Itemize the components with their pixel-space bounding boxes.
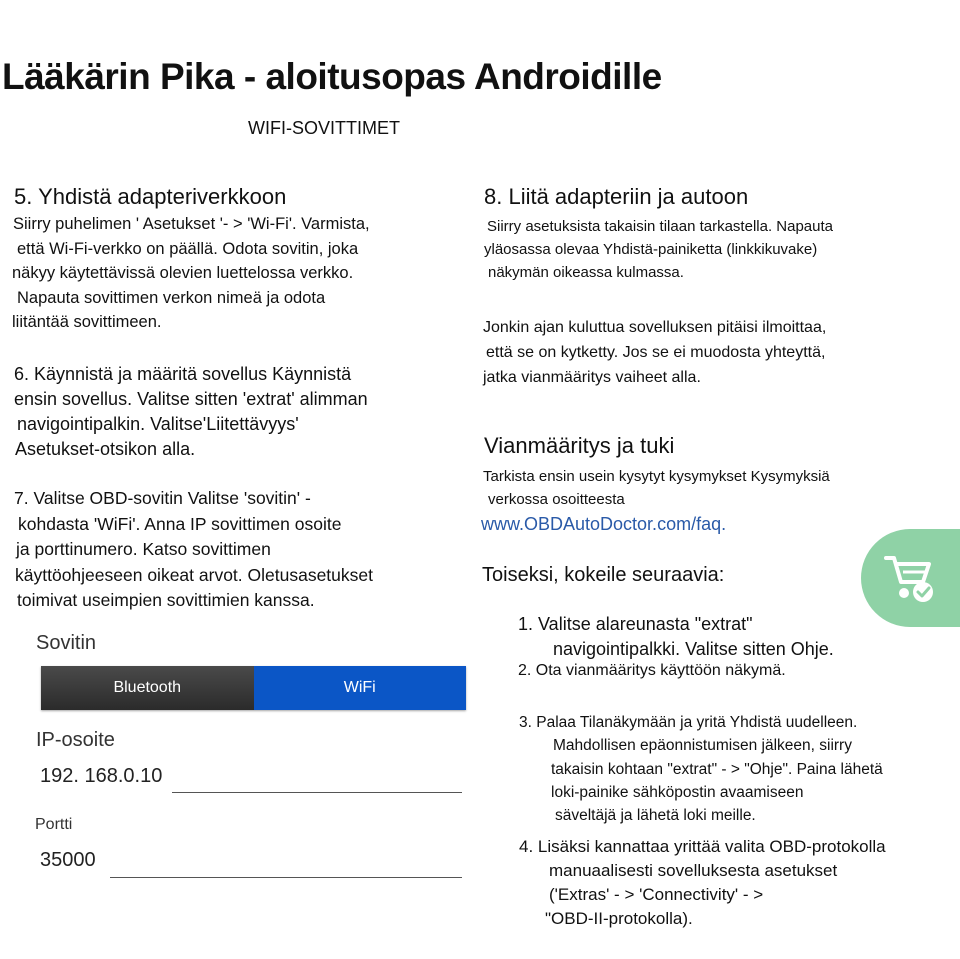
bluetooth-option-label: Bluetooth	[113, 679, 182, 696]
step7-body	[14, 486, 373, 614]
step8-line: näkymän oikeassa kulmassa.	[488, 264, 684, 281]
step5-line: liitäntää sovittimeen.	[12, 313, 162, 332]
wifi-option-label: WiFi	[343, 679, 376, 696]
step8-result-line: Jonkin ajan kuluttua sovelluksen pitäisi ilmoittaa,	[483, 319, 827, 336]
ip-label: IP-osoite	[36, 729, 115, 751]
step6-body	[14, 362, 368, 462]
page-subtitle: WIFI-SOVITTIMET	[248, 118, 400, 138]
step8-body	[484, 215, 833, 284]
step7-line: käyttöohjeeseen oikeat arvot. Oletusasetukset	[15, 564, 373, 585]
step8-line: Siirry asetuksista takaisin tilaan tarkastella. Napauta	[487, 218, 833, 235]
step8-result	[483, 315, 826, 390]
step8-result-line: jatka vianmääritys vaiheet alla.	[483, 369, 701, 386]
step5-line: Napauta sovittimen verkon nimeä ja odota	[17, 288, 326, 307]
step5-line: näkyy käytettävissä olevien luettelossa verkko.	[12, 264, 354, 283]
item3-line: säveltäjä ja lähetä loki meille.	[555, 807, 756, 825]
support-line: verkossa osoitteesta	[488, 491, 625, 508]
adapter-label: Sovitin	[36, 632, 97, 654]
page-title: Lääkärin Pika - aloitusopas Androidille	[2, 56, 662, 97]
item1-line: 1. Valitse alareunasta "extrat"	[518, 614, 753, 634]
step5-body	[12, 212, 370, 335]
wifi-option[interactable]	[254, 666, 467, 710]
step5-line: että Wi-Fi-verkko on päällä. Odota sovitin, joka	[17, 239, 359, 258]
item4-line: 4. Lisäksi kannattaa yrittää valita OBD-protokolla	[519, 837, 886, 856]
ip-field-underline	[172, 792, 462, 793]
port-field-underline	[110, 877, 462, 878]
item3-line: Mahdollisen epäonnistumisen jälkeen, siirry	[553, 737, 852, 755]
step7-line: kohdasta 'WiFi'. Anna IP sovittimen osoite	[18, 513, 342, 534]
item4-line: "OBD-II-protokolla).	[545, 909, 693, 928]
step7-line: 7. Valitse OBD-sovitin Valitse 'sovitin' -	[14, 488, 311, 508]
support-heading: Vianmääritys ja tuki	[484, 433, 675, 458]
troubleshoot-item-1	[518, 612, 834, 662]
faq-link[interactable]: www.OBDAutoDoctor.com/faq.	[481, 514, 727, 534]
item3-line: takaisin kohtaan "extrat" - > "Ohje". Paina lähetä	[551, 760, 883, 778]
support-body	[483, 465, 830, 511]
bluetooth-option[interactable]	[41, 666, 254, 710]
adapter-segmented-control	[41, 666, 466, 710]
step8-result-line: että se on kytketty. Jos se ei muodosta yhteyttä,	[486, 344, 826, 361]
step6-line: 6. Käynnistä ja määritä sovellus Käynnistä	[14, 364, 352, 384]
ip-field[interactable]: 192. 168.0.10	[40, 765, 163, 787]
item1-line: navigointipalkki. Valitse sitten Ohje.	[553, 639, 834, 659]
item3-line: loki-painike sähköpostin avaamiseen	[551, 783, 804, 801]
step5-line: Siirry puhelimen ' Asetukset '- > 'Wi-Fi'. Varmista,	[13, 215, 370, 233]
troubleshoot-item-2: 2. Ota vianmääritys käyttöön näkymä.	[518, 662, 786, 679]
item4-line: ('Extras' - > 'Connectivity' - >	[549, 885, 764, 904]
step5-heading: 5. Yhdistä adapteriverkkoon	[14, 184, 287, 209]
port-label: Portti	[35, 816, 73, 833]
second-heading: Toiseksi, kokeile seuraavia:	[482, 564, 725, 586]
cart-check-icon	[883, 552, 937, 604]
cart-button[interactable]	[861, 529, 960, 627]
step8-heading: 8. Liitä adapteriin ja autoon	[484, 184, 749, 209]
troubleshoot-item-3	[519, 711, 883, 827]
step6-line: Asetukset-otsikon alla.	[15, 439, 196, 459]
step8-line: yläosassa olevaa Yhdistä-painiketta (linkkikuvake)	[484, 241, 818, 258]
step7-line: toimivat useimpien sovittimien kanssa.	[17, 590, 315, 610]
item4-line: manuaalisesti sovelluksesta asetukset	[549, 861, 838, 880]
support-line: Tarkista ensin usein kysytyt kysymykset Kysymyksiä	[483, 468, 830, 485]
step6-line: ensin sovellus. Valitse sitten 'extrat' alimman	[14, 389, 368, 409]
item3-line: 3. Palaa Tilanäkymään ja yritä Yhdistä uudelleen.	[519, 714, 858, 731]
port-field[interactable]: 35000	[40, 849, 96, 871]
step6-line: navigointipalkin. Valitse'Liitettävyys'	[17, 414, 299, 434]
step7-line: ja porttinumero. Katso sovittimen	[16, 539, 271, 559]
troubleshoot-item-4	[519, 835, 886, 931]
